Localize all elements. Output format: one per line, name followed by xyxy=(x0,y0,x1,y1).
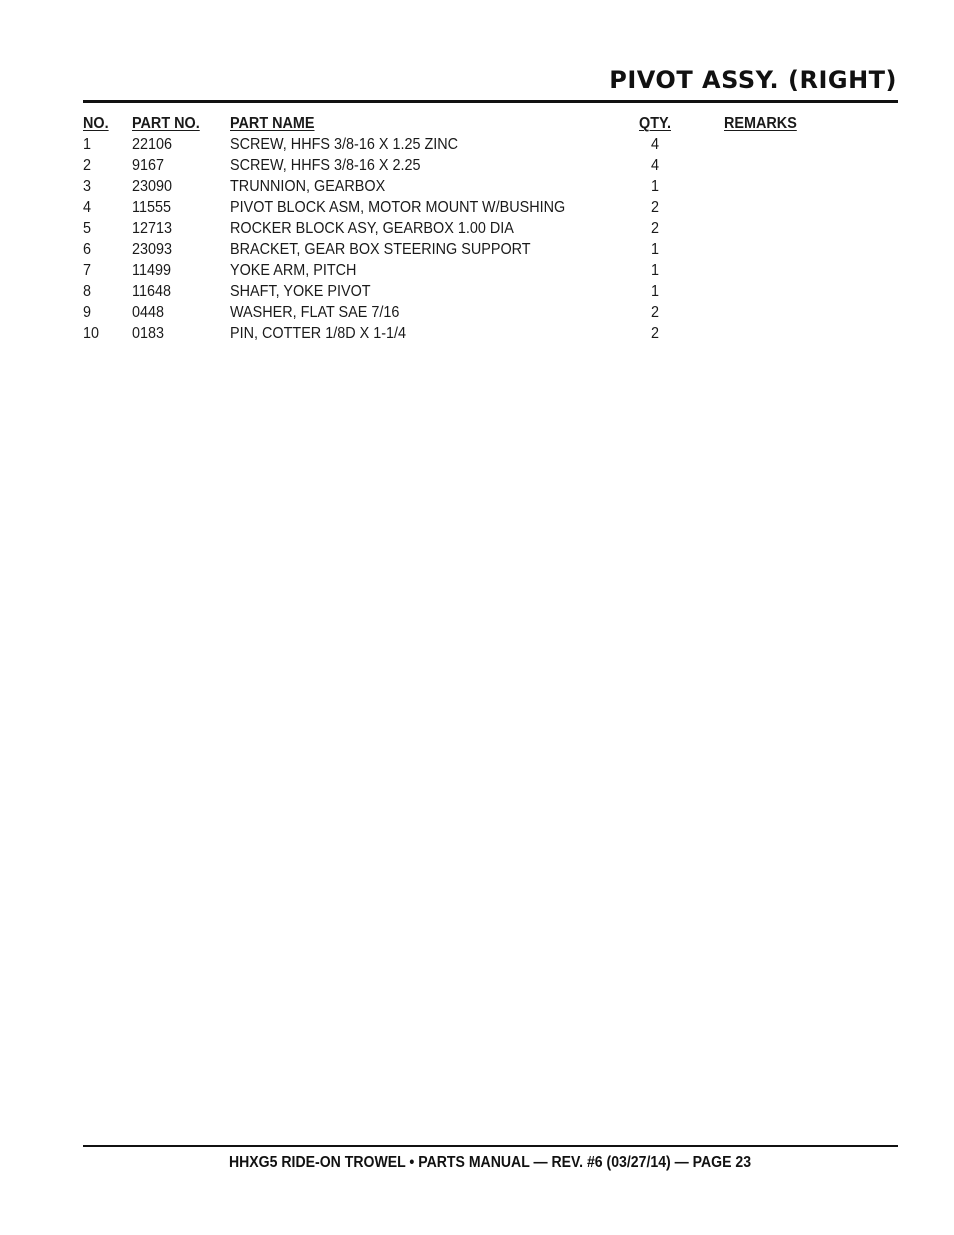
row-no: 8 xyxy=(83,283,92,300)
row-part-name: YOKE ARM, PITCH xyxy=(230,262,357,279)
row-no: 5 xyxy=(83,220,92,237)
row-qty: 1 xyxy=(650,283,660,300)
row-part-no: 0448 xyxy=(132,304,165,321)
table-row xyxy=(83,176,898,197)
table-row xyxy=(83,239,898,260)
row-part-name: PIN, COTTER 1/8D X 1-1/4 xyxy=(230,325,407,342)
footer-divider xyxy=(83,1145,898,1147)
row-part-no: 22106 xyxy=(132,136,173,153)
row-qty: 2 xyxy=(650,199,660,216)
row-qty: 2 xyxy=(650,304,660,321)
row-part-name: BRACKET, GEAR BOX STEERING SUPPORT xyxy=(230,241,531,258)
row-no: 10 xyxy=(83,325,100,342)
row-part-no: 23093 xyxy=(132,241,173,258)
page-footer: HHXG5 RIDE-ON TROWEL • PARTS MANUAL — REV. #6 (03/27/14) — PAGE 23 xyxy=(228,1154,752,1171)
page-title: PIVOT ASSY. (RIGHT) xyxy=(609,66,897,94)
table-row xyxy=(83,302,898,323)
row-part-no: 9167 xyxy=(132,157,165,174)
header-part-no: PART NO. xyxy=(132,115,200,132)
row-no: 9 xyxy=(83,304,92,321)
row-part-name: SCREW, HHFS 3/8-16 X 2.25 xyxy=(230,157,421,174)
row-part-name: SHAFT, YOKE PIVOT xyxy=(230,283,371,300)
table-row xyxy=(83,218,898,239)
header-part-name: PART NAME xyxy=(230,115,315,132)
row-qty: 1 xyxy=(650,262,660,279)
row-qty: 2 xyxy=(650,220,660,237)
row-part-name: PIVOT BLOCK ASM, MOTOR MOUNT W/BUSHING xyxy=(230,199,566,216)
table-row xyxy=(83,323,898,344)
header-qty: QTY. xyxy=(638,115,672,132)
row-no: 6 xyxy=(83,241,92,258)
row-part-no: 11555 xyxy=(132,199,171,216)
row-no: 1 xyxy=(83,136,92,153)
row-qty: 4 xyxy=(650,157,660,174)
table-row xyxy=(83,260,898,281)
row-qty: 1 xyxy=(650,241,660,258)
row-no: 2 xyxy=(83,157,92,174)
table-row xyxy=(83,281,898,302)
row-part-no: 12713 xyxy=(132,220,173,237)
table-row xyxy=(83,197,898,218)
header-no: NO. xyxy=(83,115,109,132)
row-part-name: SCREW, HHFS 3/8-16 X 1.25 ZINC xyxy=(230,136,459,153)
row-qty: 4 xyxy=(650,136,660,153)
row-part-name: WASHER, FLAT SAE 7/16 xyxy=(230,304,400,321)
parts-table xyxy=(83,113,898,344)
row-part-name: ROCKER BLOCK ASY, GEARBOX 1.00 DIA xyxy=(230,220,514,237)
table-row xyxy=(83,134,898,155)
row-part-name: TRUNNION, GEARBOX xyxy=(230,178,386,195)
table-header-row xyxy=(83,113,898,134)
title-divider xyxy=(83,100,898,103)
row-no: 4 xyxy=(83,199,92,216)
row-qty: 1 xyxy=(650,178,660,195)
row-no: 7 xyxy=(83,262,92,279)
row-part-no: 23090 xyxy=(132,178,173,195)
row-no: 3 xyxy=(83,178,92,195)
row-qty: 2 xyxy=(650,325,660,342)
row-part-no: 11499 xyxy=(132,262,171,279)
row-part-no: 11648 xyxy=(132,283,171,300)
header-remarks: REMARKS xyxy=(724,115,797,132)
row-part-no: 0183 xyxy=(132,325,165,342)
table-row xyxy=(83,155,898,176)
